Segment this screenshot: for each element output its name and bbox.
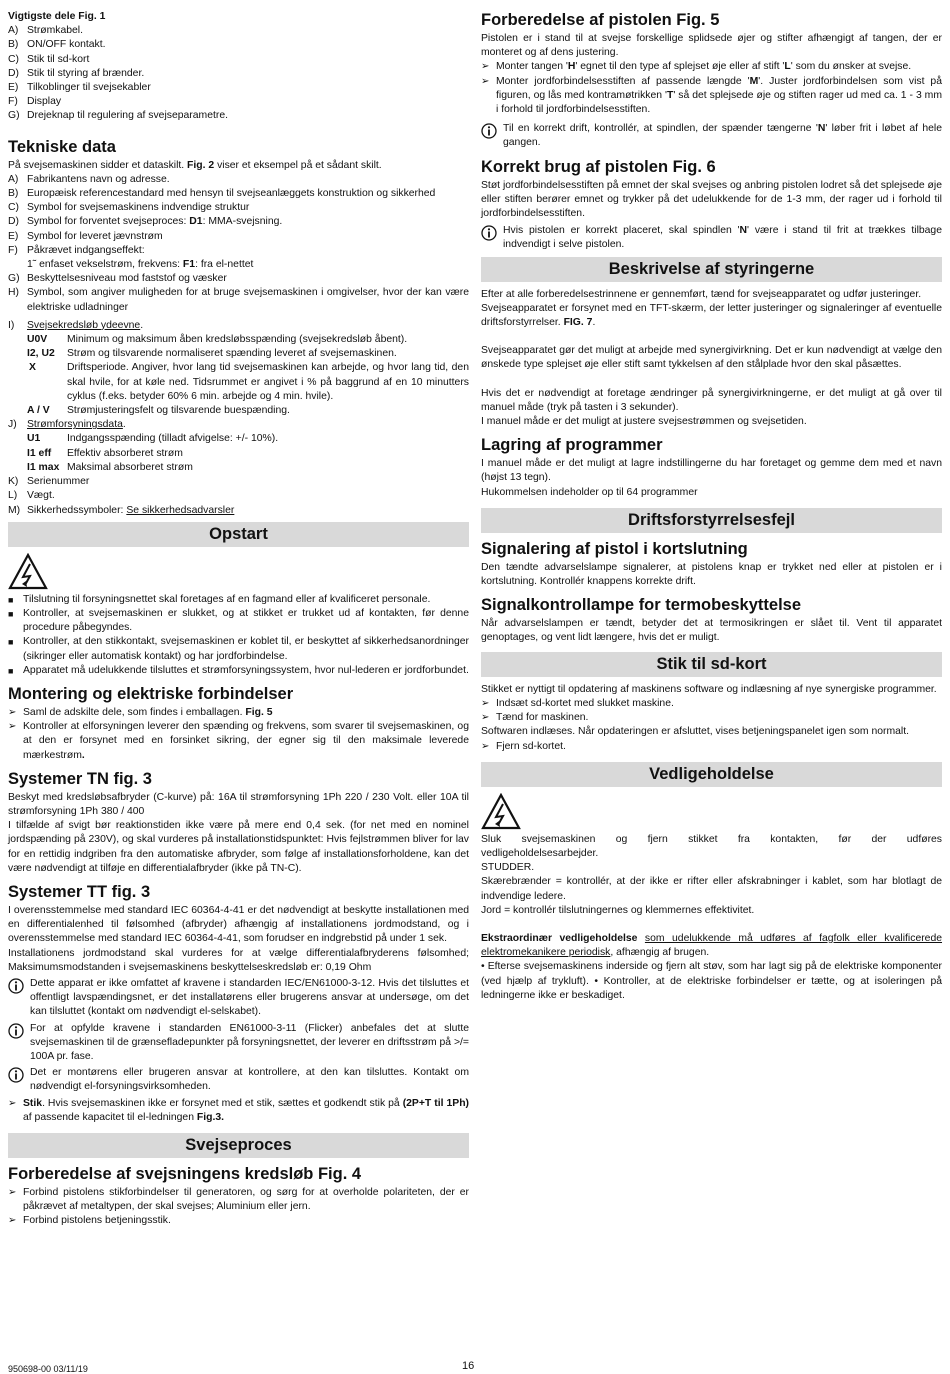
list-item: C) Symbol for svejsemaskinens indvendige struktur [8, 202, 250, 214]
info-note: Det er montørens eller brugeren ansvar at kontrollere, at den kan tilsluttes. Kontakt om nødvendigt el-forsyningsvirksomheden. [8, 1066, 469, 1094]
paragraph: Ekstraordinær vedligeholdelse som udelukkende må udføres af fagfolk eller kvalificerede elektromekanikere periodisk, afhængig af brugen. [481, 932, 943, 959]
list-item: ➢ Forbind pistolens stikforbindelser til generatoren, og sørg for at overholde polariteten, der er påkrævet af metaltypen, der skal svejses; Aluminium eller jern. [8, 1186, 469, 1214]
list-item: H) Symbol, som angiver muligheden for at bruge svejsemaskinen i omgivelser, hvor der kan være elektriske udladninger [8, 287, 469, 313]
paragraph: Stikket er nyttigt til opdatering af maskinens software og indlæsning af nye synergiske programmer. [481, 683, 937, 695]
info-icon [8, 1022, 30, 1065]
section-bar-vedligeholdelse: Vedligeholdelse [481, 762, 942, 787]
info-icon [8, 977, 30, 1020]
list-item: ➢ Stik. Hvis svejsemaskinen ikke er forsynet med et stik, sættes et godkendt stik på (2P+T til 1Ph) af passende kapacitet til el-ledningen Fig.3. [8, 1097, 469, 1125]
paragraph: I overensstemmelse med standard IEC 60364-4-41 er det nødvendigt at beskytte installationen med en differentialenhed til følsomhed (afbryder) afhængig af installationens jordmodstand, og i overensstemmelse med standard IEC 60364-4-41, som forudser en indgrebstid på under 1 sek. [8, 904, 469, 945]
arrow-bullet-icon: ➢ [8, 1215, 17, 1227]
parts-list [8, 24, 469, 123]
left-column [8, 10, 469, 1229]
warning-icon [481, 793, 942, 831]
paragraph: Sluk svejsemaskinen og fjern stikket fra kontakten, før der udføres vedligeholdelsesarbejder. [481, 833, 942, 859]
paragraph: Hukommelsen indeholder op til 64 programmer [481, 486, 698, 498]
list-item: ➢ Forbind pistolens betjeningsstik. [8, 1214, 469, 1228]
list-item: F) Display [8, 96, 62, 108]
safety-link[interactable]: Se sikkerhedsadvarsler [126, 504, 235, 516]
list-item: ➢ Monter tangen 'H' egnet til den type af splejset øje eller af stift 'L' som du ønsker at svejse. [481, 60, 942, 74]
info-icon [8, 1066, 30, 1094]
list-item: I) Svejsekredsløb ydeevne. [8, 319, 144, 331]
arrow-bullet-icon: ➢ [8, 1097, 17, 1109]
sub-item: U0V Minimum og maksimum åben kredsløbsspænding (svejsekredsløb åbent). [27, 334, 408, 346]
paragraph: Når advarselslampen er tændt, betyder det at termosikringen er slået til. Vent til apparatet genoptages, og vent lidt længere, hvis det er muligt. [481, 618, 942, 644]
paragraph: Pistolen er i stand til at svejse forskellige splidsede øjer og stifter afhængigt af tangen, der er monteret og af dens justering. [481, 33, 942, 59]
section-bar-driftsforstyrrelse: Driftsforstyrrelsesfejl [481, 508, 942, 533]
info-note: Hvis pistolen er korrekt placeret, skal spindlen 'N' være i stand til frit at trækkes tilbage indvendigt i selve pistolen. [481, 224, 942, 252]
list-item: A) Strømkabel. [8, 25, 84, 37]
list-item: F) Påkrævet indgangseffekt: 1˜ enfaset vekselstrøm, frekvens: F1: fra el-nettet [8, 244, 254, 271]
list-item: D) Stik til styring af brænder. [8, 67, 145, 79]
list-item: C) Stik til sd-kort [8, 53, 90, 65]
section-bar-svejseproces: Svejseproces [8, 1133, 469, 1158]
list-item: ■ Kontroller, at den stikkontakt, svejsemaskinen er koblet til, er beskyttet af sikkerhedsanordninger (sikringer eller automatisk kontakt) og har jordforbindelse. [8, 635, 469, 663]
heading-lagring: Lagring af programmer [481, 436, 663, 455]
opstart-list [8, 593, 469, 678]
bullet-square-icon: ■ [8, 594, 14, 605]
info-note: Dette apparat er ikke omfattet af kravene i standarden IEC/EN61000-3-12. Hvis det tilsluttes et offentligt lavspændingsnet, er det installatørens eller brugerens ansvar at undersøge, om det kan tilsluttet (kontakt om nødvendigt el-selskabet). [8, 977, 469, 1020]
list-item: J) Strømforsyningsdata. [8, 419, 126, 431]
heading-termobeskyttelse: Signalkontrollampe for termobeskyttelse [481, 596, 802, 615]
bullet-square-icon: ■ [8, 665, 14, 676]
bullet-square-icon: ■ [8, 608, 14, 619]
warning-icon [8, 553, 469, 591]
list-item: ➢ Tænd for maskinen. [481, 711, 942, 725]
list-item: M) Sikkerhedssymboler: Se sikkerhedsadvarsler [8, 504, 235, 516]
paragraph: Skærebrænder = kontrollér, at der ikke er rifter eller afskrabninger i kablet, som har blotlagt de indvendige ledere. [481, 876, 942, 902]
list-item: E) Symbol for leveret jævnstrøm [8, 230, 163, 242]
list-item: ➢ Kontroller at elforsyningen leverer den spænding og frekvens, som svarer til svejsemaskinen, og at den er forsynet med en forsinket sikring, der egner sig til den maksimale leverede mærkestrøm. [8, 720, 469, 763]
list-item: ➢ Indsæt sd-kortet med slukket maskine. [481, 697, 942, 711]
list-item: B) Europæisk referencestandard med hensyn til svejseanlæggets konstruktion og sikkerhed [8, 188, 436, 200]
heading-forberedelse-pistolen: Forberedelse af pistolen Fig. 5 [481, 11, 720, 29]
paragraph: Installationens jordmodstand skal vurderes for at vælge differentialafbryderens følsomhed; Maksimumsmodstanden i svejsemaskinens beskyttelseskredsløb er: 0,19 Ohm [8, 947, 469, 973]
paragraph: STUDDER. [481, 862, 535, 874]
info-icon [481, 224, 503, 252]
paragraph: Svejseapparatet er forsynet med en TFT-skærm, der letter justeringer og signaleringer af eventuelle driftsforstyrrelser. FIG. 7. [481, 302, 942, 329]
list-item: L) Vægt. [8, 490, 55, 502]
tech-intro: På svejsemaskinen sidder et dataskilt. Fig. 2 viser et eksempel på et sådant skilt. [8, 159, 382, 171]
arrow-bullet-icon: ➢ [481, 75, 490, 87]
paragraph: Den tændte advarselslampe signalerer, at pistolens knap er trykket ned eller at pistolen er i kortslutning. Kontrollér knappens korrekte drift. [481, 561, 942, 588]
heading-systemer-tn: Systemer TN fig. 3 [8, 769, 152, 788]
paragraph: I manuel måde er det muligt at lagre indstillingerne du har foretaget og gemme dem med et navn (højst 13 tegn). [481, 458, 942, 484]
list-item: A) Fabrikantens navn og adresse. [8, 173, 170, 185]
info-note: Til en korrekt drift, kontrollér, at spindlen, der spænder tængerne 'N' løber frit i løbet af hele gangen. [481, 122, 942, 150]
list-item: ➢ Saml de adskilte dele, som findes i emballagen. Fig. 5 [8, 706, 469, 720]
list-item: G) Drejeknap til regulering af svejseparametre. [8, 110, 228, 122]
arrow-bullet-icon: ➢ [8, 706, 17, 718]
section-bar-sd-kort: Stik til sd-kort [481, 652, 942, 677]
arrow-bullet-icon: ➢ [481, 712, 490, 724]
list-item: K) Serienummer [8, 476, 90, 488]
list-item: G) Beskyttelsesniveau mod faststof og væsker [8, 273, 227, 285]
sub-item: I1 eff Effektiv absorberet strøm [27, 447, 183, 459]
paragraph: I tilfælde af svigt bør reaktionstiden ikke være på mere end 0,4 sek. (for net med en nominel jordspænding på 230V), og skal vurderes på installationstidspunktet: Hvis fejlstrømmen bliver for lav for en rettidig indgriben fra den automatiske afbryder, som følge af installationsforholdene, kan det være nødvendigt at tilføje en differentialafbryder (ikke på TN-C). [8, 820, 469, 874]
arrow-bullet-icon: ➢ [481, 697, 490, 709]
info-note: For at opfylde kravene i standarden EN61000-3-11 (Flicker) anbefales det at slutte svejsemaskinen til de grænsefladepunkter på forsyningsnettet, der leverer en driftsstrøm på >/= 100A pr. fase. [8, 1022, 469, 1065]
tech-list [8, 173, 469, 518]
paragraph: Softwaren indlæses. Når opdateringen er afsluttet, vises betjeningspanelet igen som normalt. [481, 726, 909, 738]
paragraph: Hvis det er nødvendigt at foretage ændringer på synergivirkningerne, er det muligt at gå over til manuel måde (tryk på tasten i 3 sekunder). [481, 387, 942, 413]
list-item: ■ Apparatet må udelukkende tilsluttes et strømforsyningssystem, hvor nul-lederen er jordforbundet. [8, 664, 469, 678]
list-item: ■ Kontroller, at svejsemaskinen er slukket, og at stikket er trukket ud af kontakten, før denne procedure påbegyndes. [8, 607, 469, 635]
page-number: 16 [462, 1360, 475, 1372]
paragraph: Støt jordforbindelsesstiften på emnet der skal svejses og anbring pistolen lodret så det splejsede øje eller stiften berører emnet og trykker på det udelukkende for de 1-3 mm, der rager ud i forhold til jordforbindelsesstiften. [481, 179, 942, 220]
right-column [481, 10, 942, 1003]
list-item: D) Symbol for forventet svejseproces: D1: MMA-svejsning. [8, 216, 283, 228]
section-bar-beskrivelse: Beskrivelse af styringerne [481, 257, 942, 282]
paragraph: Jord = kontrollér tilslutningernes og klemmernes effektivitet. [481, 904, 755, 916]
sub-item: X Driftsperiode. Angiver, hvor lang tid svejsemaskinen kan arbejde, og hvor lang tid, den skal hvile, for at køle ned. Tidsrummet er angivet i % på baggrund af en 10 minutters cyklus (f.eks. betyder 60% 6 min. arbejde og 4 min. hvile). [29, 362, 469, 402]
arrow-bullet-icon: ➢ [8, 1187, 17, 1198]
list-item: E) Tilkoblinger til svejsekabler [8, 82, 151, 94]
list-item: ➢ Monter jordforbindelsesstiften af passende længde 'M'. Juster jordforbindelsen som vist på figuren, og lås med kontramøtrikken 'T' så det splejsede øje og stiften rager ud med ca. 1 - 3 mm i forhold til jordforbindelsesstiften. [481, 75, 942, 118]
paragraph: Efter at alle forberedelsestrinnene er gennemført, tænd for svejseapparatet og udfør justeringer. [481, 288, 922, 300]
paragraph: I manuel måde er det muligt at justere svejsestrømmen og svejsetiden. [481, 416, 807, 428]
sub-item: I1 max Maksimal absorberet strøm [27, 461, 193, 473]
document-code: 950698-00 03/11/19 [8, 1364, 88, 1374]
heading-signalering: Signalering af pistol i kortslutning [481, 539, 748, 558]
sub-item: A / V Strømjusteringsfelt og tilsvarende buespænding. [27, 405, 290, 417]
heading-systemer-tt: Systemer TT fig. 3 [8, 882, 151, 901]
paragraph: Beskyt med kredsløbsafbryder (C-kurve) på: 16A til strømforsyning 1Ph 220 / 230 Volt. eller 10A til strømforsyning 1Ph 380 / 400 [8, 791, 469, 817]
arrow-bullet-icon: ➢ [8, 721, 17, 733]
list-item: B) ON/OFF kontakt. [8, 39, 106, 51]
heading-tekniske-data: Tekniske data [8, 137, 116, 156]
sub-item: I2, U2 Strøm og tilsvarende normaliseret spænding leveret af svejsemaskinen. [27, 348, 397, 360]
info-icon [481, 122, 503, 150]
paragraph: Svejseapparatet gør det muligt at arbejde med synergivirkning. Det er kun nødvendigt at vælge den ønskede type splejset øje eller stift samt tykkelsen af den stålplade hvor den skal påsættes. [481, 345, 942, 371]
arrow-bullet-icon: ➢ [481, 740, 490, 752]
list-item: ➢ Fjern sd-kortet. [481, 740, 942, 754]
heading-montering: Montering og elektriske forbindelser [8, 684, 294, 703]
arrow-bullet-icon: ➢ [481, 61, 490, 73]
parts-title: Vigtigste dele Fig. 1 [8, 11, 106, 22]
list-item: ■ Tilslutning til forsyningsnettet skal foretages af en fagmand eller af kvalificeret personale. [8, 593, 469, 607]
heading-forberedelse-kredslob: Forberedelse af svejsningens kredsløb Fig. 4 [8, 1165, 362, 1183]
section-bar-opstart: Opstart [8, 522, 469, 547]
bullet-square-icon: ■ [8, 637, 14, 648]
heading-korrekt-brug: Korrekt brug af pistolen Fig. 6 [481, 157, 716, 176]
paragraph: • Efterse svejsemaskinens inderside og fjern alt støv, som har lagt sig på de elektriske komponenter (ved hjælp af trykluft). • Kontroller, at de elektriske forbindelser er tætte, og at isoleringen på ledningerne ikke er beskadiget. [481, 961, 942, 1001]
sub-item: U1 Indgangsspænding (tilladt afvigelse: +/- 10%). [27, 433, 279, 445]
